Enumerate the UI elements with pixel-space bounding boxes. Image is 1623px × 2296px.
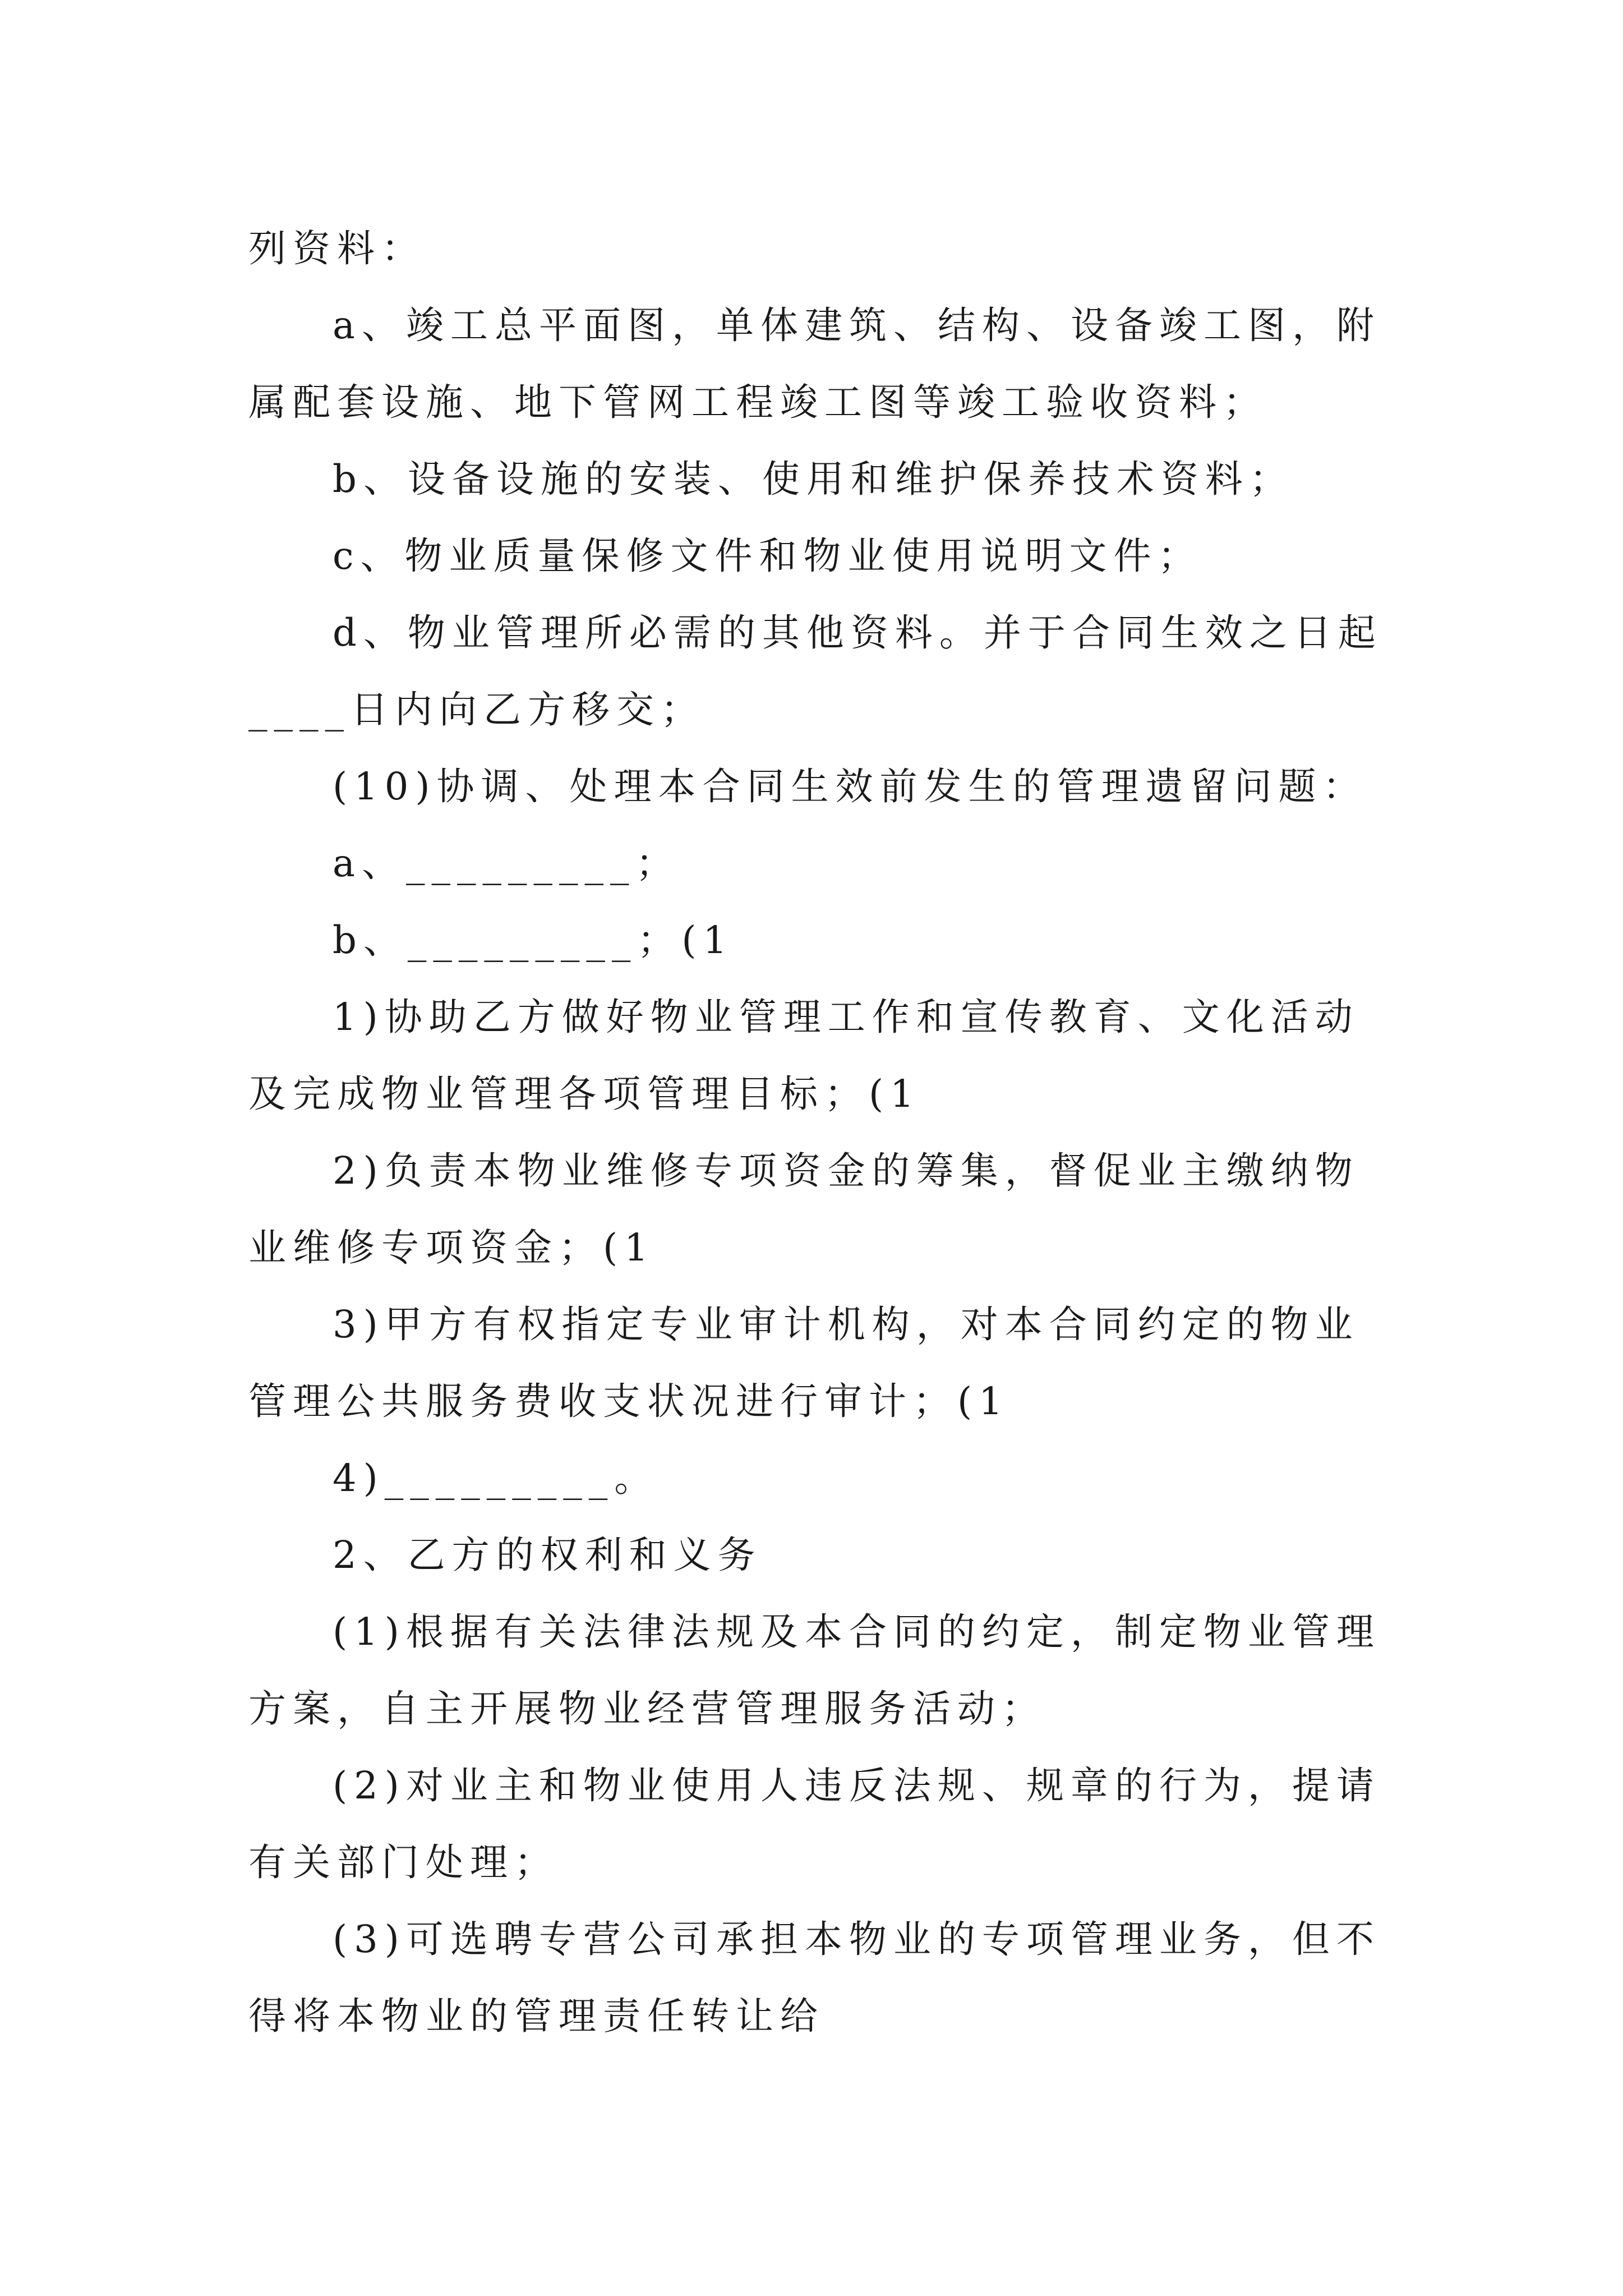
paragraph-clause-10-a: a、_________；: [333, 841, 680, 885]
paragraph-list-materials: 列资料：: [248, 227, 426, 270]
paragraph-item-a-drawings: a、竣工总平面图，单体建筑、结构、设备竣工图，附属配套设施、地下管网工程竣工图等竣工验收资料；: [248, 303, 1381, 424]
section-heading-party-b: 2、乙方的权利和义务: [333, 1533, 762, 1577]
paragraph-party-b-2: (2)对业主和物业使用人违反法规、规章的行为，提请有关部门处理；: [248, 1764, 1381, 1884]
paragraph-clause-13: 3)甲方有权指定专业审计机构，对本合同约定的物业管理公共服务费收支状况进行审计；(1: [248, 1303, 1359, 1423]
paragraph-party-b-1: (1)根据有关法律法规及本合同的约定，制定物业管理方案，自主开展物业经营管理服务活动；: [248, 1610, 1381, 1731]
paragraph-clause-10-b: b、_________；(1: [333, 918, 734, 962]
paragraph-item-c-warranty: c、物业质量保修文件和物业使用说明文件；: [333, 534, 1202, 578]
paragraph-clause-14: 4)_________。: [333, 1456, 659, 1500]
paragraph-clause-12: 2)负责本物业维修专项资金的筹集，督促业主缴纳物业维修专项资金；(1: [248, 1149, 1359, 1269]
paragraph-clause-10: (10)协调、处理本合同生效前发生的管理遗留问题：: [333, 765, 1367, 808]
document-body: [248, 210, 1387, 2055]
paragraph-item-d-other: d、物业管理所必需的其他资料。并于合同生效之日起____日内向乙方移交；: [248, 611, 1382, 731]
paragraph-item-b-equipment: b、设备设施的安装、使用和维护保养技术资料；: [333, 457, 1294, 501]
paragraph-clause-11: 1)协助乙方做好物业管理工作和宣传教育、文化活动及完成物业管理各项管理目标；(1: [248, 995, 1359, 1116]
paragraph-party-b-3: (3)可选聘专营公司承担本物业的专项管理业务，但不得将本物业的管理责任转让给: [248, 1917, 1381, 2038]
